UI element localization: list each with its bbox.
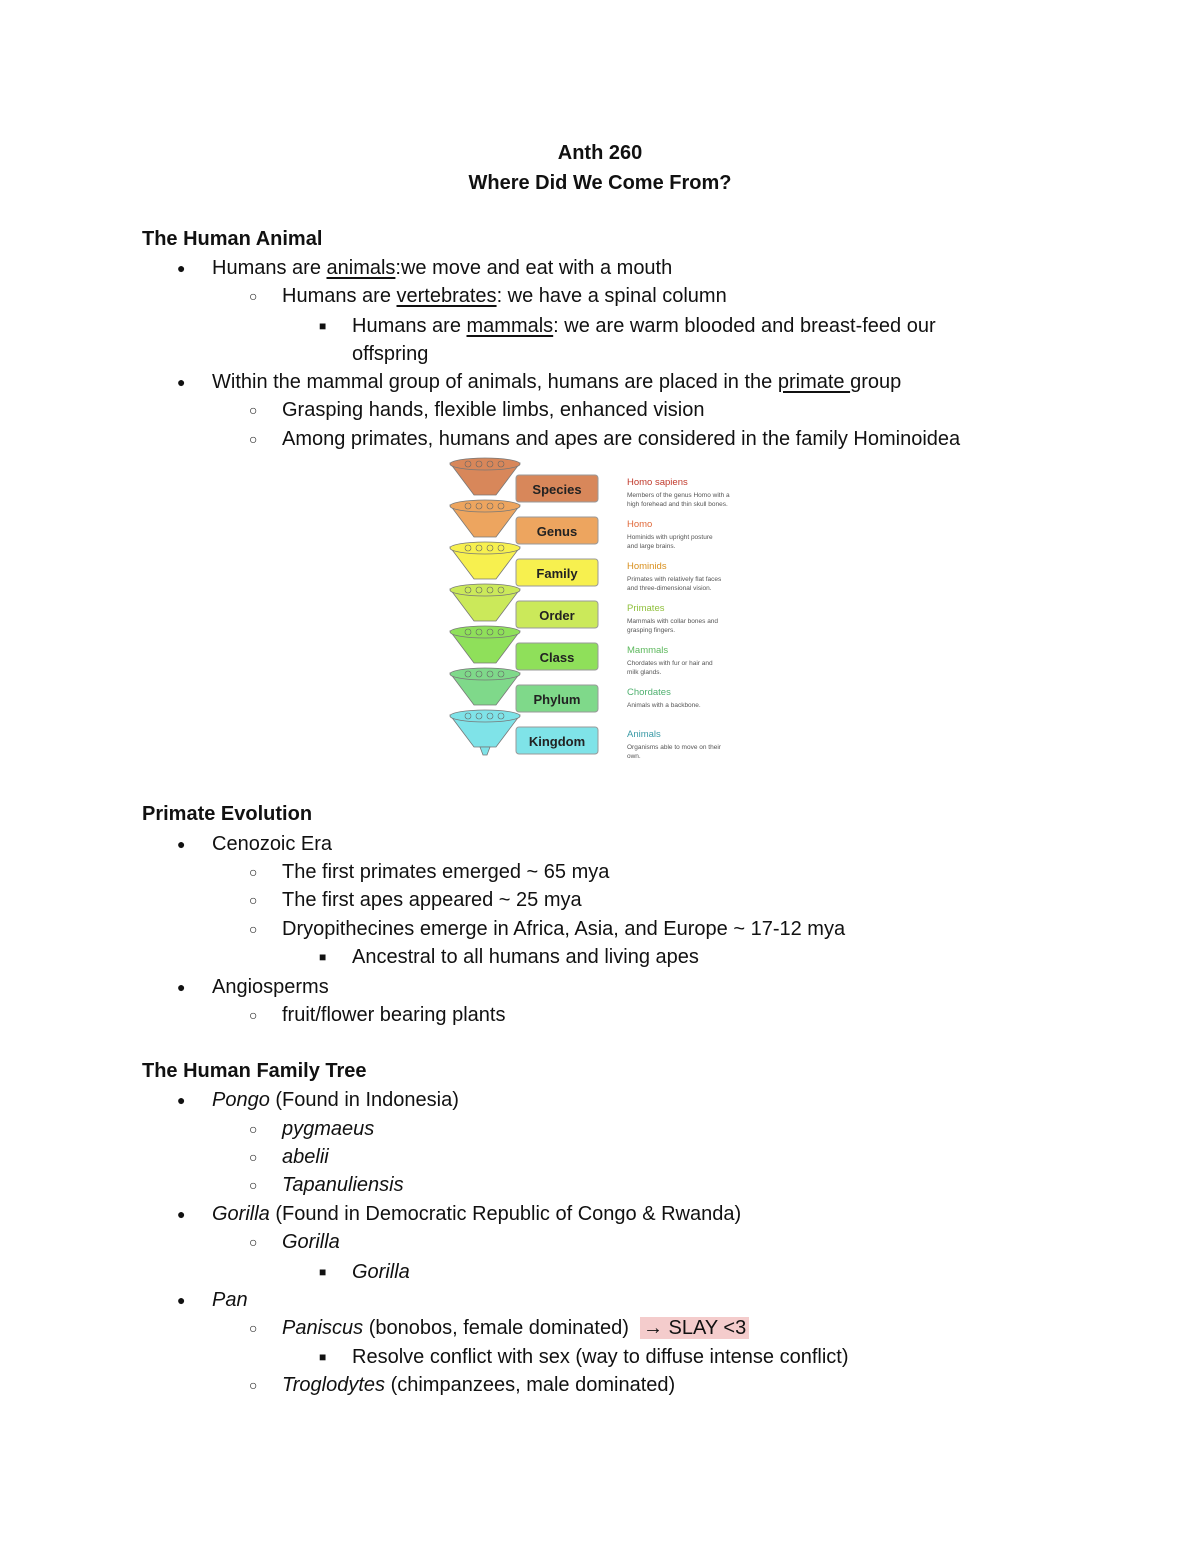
- bullet-square-icon: ■: [319, 1265, 327, 1279]
- taxon-name: Mammals: [627, 645, 669, 656]
- list-item: [212, 370, 901, 394]
- list-item: Ancestral to all humans and living apes: [352, 946, 699, 968]
- taxon-name: Animals: [627, 729, 661, 740]
- taxon-description: Members of the genus Homo with a: [627, 492, 730, 499]
- list-item: Pan: [212, 1289, 248, 1311]
- genus-name: Pongo: [212, 1089, 270, 1111]
- list-item: Resolve conflict with sex (way to diffuse intense conflict): [352, 1346, 849, 1368]
- text: :we move and eat with a mouth: [395, 257, 673, 279]
- bullet-circle-icon: ○: [249, 1177, 258, 1193]
- species-name: Troglodytes: [282, 1374, 386, 1396]
- list-item-continuation: offspring: [352, 343, 429, 365]
- rank-label: Class: [539, 650, 575, 665]
- taxon-description: Animals with a backbone.: [627, 702, 701, 709]
- taxon-description: Primates with relatively flat faces: [627, 576, 722, 583]
- species-name: Paniscus: [282, 1317, 364, 1339]
- taxon-description: and large brains.: [627, 543, 676, 550]
- list-item: The first apes appeared ~ 25 mya: [282, 889, 582, 911]
- bullet-circle-icon: ○: [249, 1149, 258, 1165]
- taxon-name: Hominids: [627, 561, 667, 572]
- section-heading-primate-evolution: Primate Evolution: [142, 803, 313, 825]
- bullet-circle-icon: ○: [249, 431, 258, 447]
- text: Within the mammal group of animals, humans are placed in the: [212, 371, 778, 393]
- text: : we have a spinal column: [496, 285, 727, 307]
- list-item: abelii: [282, 1146, 329, 1168]
- taxonomy-funnel-diagram: [440, 455, 770, 770]
- section-heading-human-animal: The Human Animal: [142, 228, 323, 250]
- list-item: [282, 284, 727, 308]
- text: (chimpanzees, male dominated): [385, 1374, 676, 1396]
- bullet-disc-icon: ●: [177, 1092, 186, 1108]
- bullet-circle-icon: ○: [249, 864, 258, 880]
- bullet-disc-icon: ●: [177, 260, 186, 276]
- text: Humans are: [352, 315, 467, 337]
- bullet-circle-icon: ○: [249, 1121, 258, 1137]
- taxon-name: Chordates: [627, 687, 671, 698]
- funnel-tip: [480, 747, 490, 755]
- genus-name: Gorilla: [212, 1203, 270, 1225]
- list-item: [352, 314, 936, 338]
- underlined-term: vertebrates: [396, 285, 497, 307]
- text: Humans are: [212, 257, 327, 279]
- bullet-disc-icon: ●: [177, 979, 186, 995]
- text: (Found in Indonesia): [269, 1089, 459, 1111]
- rank-label: Family: [536, 566, 578, 581]
- taxon-description: milk glands.: [627, 669, 662, 676]
- bullet-circle-icon: ○: [249, 288, 258, 304]
- underlined-term: animals: [326, 257, 396, 279]
- rank-label: Kingdom: [528, 734, 586, 749]
- underlined-term: primate: [777, 371, 851, 393]
- funnel-rim: [450, 710, 520, 722]
- list-item: Gorilla: [352, 1261, 410, 1283]
- list-item: Cenozoic Era: [212, 833, 333, 855]
- rank-label: Species: [532, 482, 582, 497]
- rank-label: Genus: [536, 524, 578, 539]
- taxon-name: Primates: [627, 603, 665, 614]
- course-title: Anth 260: [557, 142, 643, 164]
- funnel-rim: [450, 500, 520, 512]
- list-item: [212, 256, 672, 280]
- funnel-rim: [450, 668, 520, 680]
- list-item: Tapanuliensis: [282, 1174, 404, 1196]
- funnel-rim: [450, 458, 520, 470]
- funnel-rim: [450, 542, 520, 554]
- taxon-description: high forehead and thin skull bones.: [627, 501, 728, 508]
- bullet-circle-icon: ○: [249, 892, 258, 908]
- bullet-circle-icon: ○: [249, 402, 258, 418]
- bullet-circle-icon: ○: [249, 1377, 258, 1393]
- bullet-disc-icon: ●: [177, 1206, 186, 1222]
- taxon-description: grasping fingers.: [627, 627, 676, 634]
- bullet-square-icon: ■: [319, 1350, 327, 1364]
- taxon-description: own.: [627, 753, 641, 760]
- bullet-disc-icon: ●: [177, 836, 186, 852]
- taxon-description: and three-dimensional vision.: [627, 585, 712, 592]
- taxon-description: Hominids with upright posture: [627, 534, 713, 541]
- highlighted-note: → SLAY <3: [640, 1317, 749, 1339]
- list-item: [282, 1373, 675, 1397]
- taxon-description: Organisms able to move on their: [627, 744, 721, 751]
- taxon-description: Mammals with collar bones and: [627, 618, 719, 625]
- list-item: Among primates, humans and apes are considered in the family Hominoidea: [282, 428, 961, 450]
- bullet-circle-icon: ○: [249, 1320, 258, 1336]
- document-subtitle: Where Did We Come From?: [468, 172, 732, 194]
- section-heading-human-family-tree: The Human Family Tree: [142, 1060, 367, 1082]
- list-item: Angiosperms: [212, 976, 329, 998]
- list-item: pygmaeus: [282, 1118, 375, 1140]
- taxon-description: Chordates with fur or hair and: [627, 660, 713, 667]
- text: Humans are: [282, 285, 397, 307]
- funnel-rim: [450, 626, 520, 638]
- funnel-rim: [450, 584, 520, 596]
- list-item: Grasping hands, flexible limbs, enhanced vision: [282, 399, 705, 421]
- taxon-name: Homo sapiens: [627, 477, 688, 488]
- list-item: Dryopithecines emerge in Africa, Asia, and Europe ~ 17-12 mya: [282, 918, 846, 940]
- text: : we are warm blooded and breast-feed our: [553, 315, 936, 337]
- list-item: [282, 1316, 749, 1340]
- bullet-circle-icon: ○: [249, 921, 258, 937]
- text: group: [850, 371, 902, 393]
- rank-label: Order: [539, 608, 575, 623]
- list-item: The first primates emerged ~ 65 mya: [282, 861, 610, 883]
- rank-label: Phylum: [533, 692, 581, 707]
- bullet-square-icon: ■: [319, 950, 327, 964]
- list-item: Gorilla: [282, 1231, 340, 1253]
- text: (bonobos, female dominated): [363, 1317, 640, 1339]
- bullet-disc-icon: ●: [177, 1292, 186, 1308]
- list-item: [212, 1088, 459, 1112]
- list-item: [212, 1202, 741, 1226]
- bullet-disc-icon: ●: [177, 374, 186, 390]
- taxon-name: Homo: [627, 519, 653, 530]
- bullet-square-icon: ■: [319, 319, 327, 333]
- bullet-circle-icon: ○: [249, 1007, 258, 1023]
- list-item: fruit/flower bearing plants: [282, 1004, 506, 1026]
- text: (Found in Democratic Republic of Congo & Rwanda): [269, 1203, 742, 1225]
- underlined-term: mammals: [466, 315, 554, 337]
- bullet-circle-icon: ○: [249, 1234, 258, 1250]
